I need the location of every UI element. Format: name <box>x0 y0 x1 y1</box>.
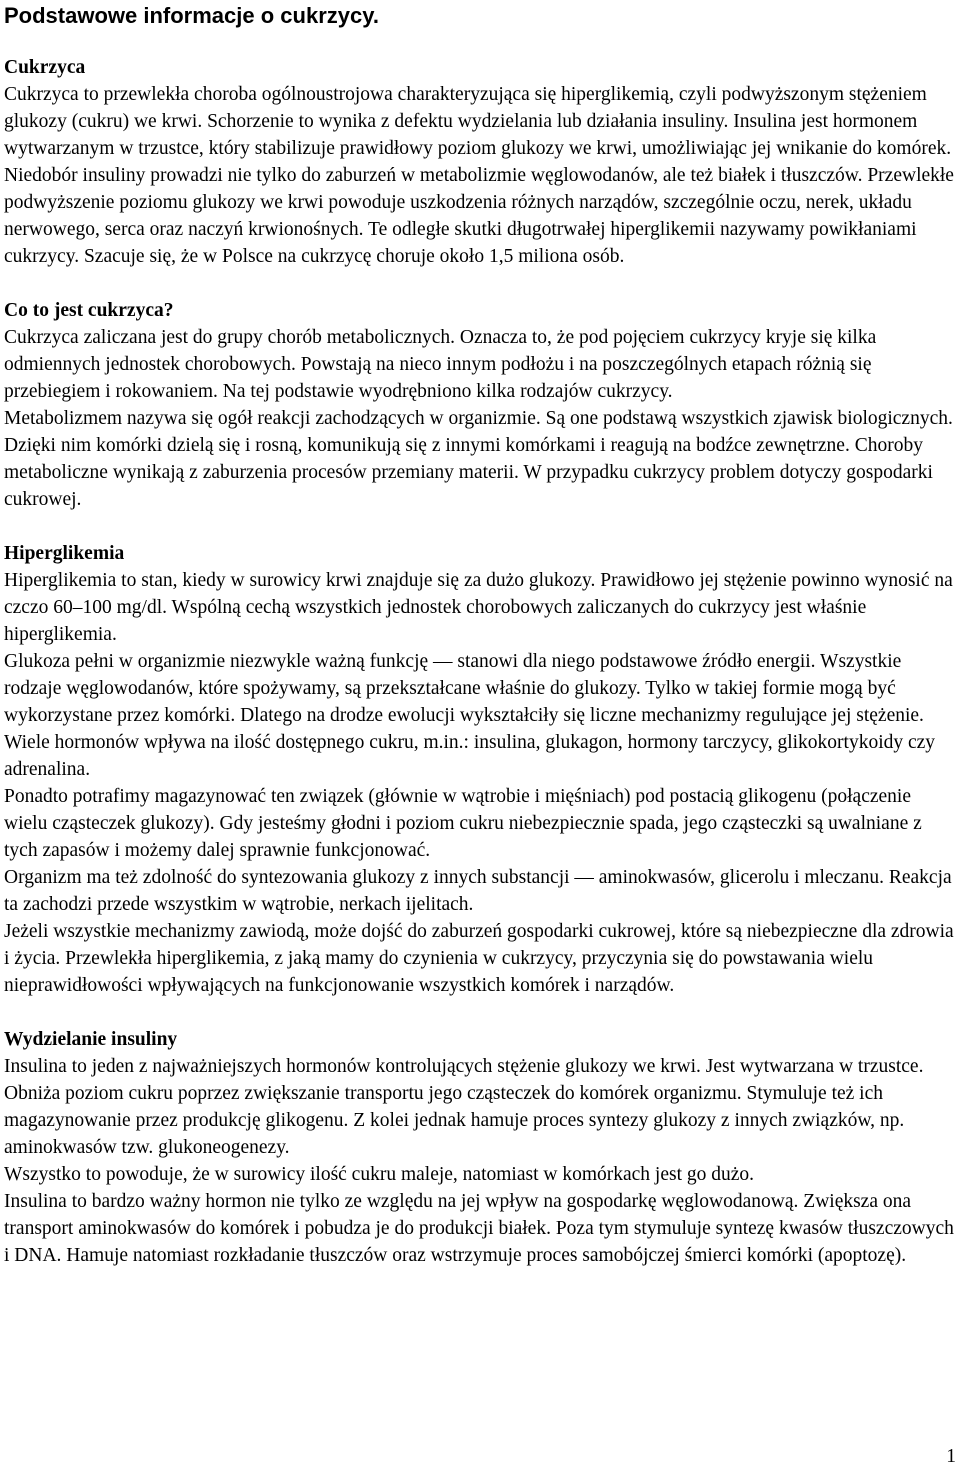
section-heading: Co to jest cukrzyca? <box>4 300 174 321</box>
paragraph: Cukrzyca to przewlekła choroba ogólnoustrojowa charakteryzująca się hiperglikemią, czyli podwyższonym stężeniem glukozy (cukru) we krwi. Schorzenie to wynika z defektu wydzielania lub działania insuliny. Insulina jest hormonem wytwarzanym w trzustce, który stabilizuje prawidłowy poziom glukozy we krwi, umożliwiając jej wnikanie do komórek. Niedobór insuliny prowadzi nie tylko do zaburzeń w metabolizmie węglowodanów, ale też białek i tłuszczów. Przewlekłe podwyższenie poziomu glukozy we krwi powoduje uszkodzenia różnych narządów, szczególnie oczu, nerek, układu nerwowego, serca oraz naczyń krwionośnych. Te odległe skutki długotrwałej hiperglikemii nazywamy powikłaniami cukrzycy. Szacuje się, że w Polsce na cukrzycę choruje około 1,5 miliona osób. <box>4 84 954 267</box>
section-heading: Cukrzyca <box>4 57 86 78</box>
page-number: 1 <box>946 1446 956 1467</box>
paragraph: Cukrzyca zaliczana jest do grupy chorób metabolicznych. Oznacza to, że pod pojęciem cukrzycy kryje się kilka odmiennych jednostek chorobowych. Powstają na nieco innym podłożu i na poszczególnych etapach różnią się przebiegiem i rokowaniem. Na tej podstawie wyodrębniono kilka rodzajów cukrzycy. <box>4 327 877 402</box>
paragraph: Insulina to bardzo ważny hormon nie tylko ze względu na jej wpływ na gospodarkę węglowodanową. Zwiększa ona transport aminokwasów do komórek i pobudza je do produkcji białek. Poza tym stymuluje syntezę kwasów tłuszczowych i DNA. Hamuje natomiast rozkładanie tłuszczów oraz wstrzymuje proces samobójczej śmierci komórki (apoptozę). <box>4 1191 954 1266</box>
paragraph: Glukoza pełni w organizmie niezwykle ważną funkcję — stanowi dla niego podstawowe źródło energii. Wszystkie rodzaje węglowodanów, które spożywamy, są przekształcane właśnie do glukozy. Tylko w takiej formie mogą być wykorzystane przez komórki. Dlatego na drodze ewolucji wykształciły się liczne mechanizmy regulujące jej stężenie. Wiele hormonów wpływa na ilość dostępnego cukru, m.in.: insulina, glukagon, hormony tarczycy, glikokortykoidy czy adrenalina. <box>4 651 936 780</box>
document-page <box>4 0 956 1269</box>
section-heading: Wydzielanie insuliny <box>4 1029 178 1050</box>
paragraph: Metabolizmem nazywa się ogół reakcji zachodzących w organizmie. Są one podstawą wszystkich zjawisk biologicznych. Dzięki nim komórki dzielą się i rosną, komunikują się z innymi komórkami i reagują na bodźce zewnętrzne. Choroby metaboliczne wynikają z zaburzenia procesów przemiany materii. W przypadku cukrzycy problem dotyczy gospodarki cukrowej. <box>4 408 953 510</box>
section-cukrzyca <box>4 54 956 270</box>
section-heading: Hiperglikemia <box>4 543 125 564</box>
page-title: Podstawowe informacje o cukrzycy. <box>4 3 379 28</box>
paragraph: Wszystko to powoduje, że w surowicy ilość cukru maleje, natomiast w komórkach jest go dużo. <box>4 1164 755 1185</box>
paragraph: Ponadto potrafimy magazynować ten związek (głównie w wątrobie i mięśniach) pod postacią glikogenu (połączenie wielu cząsteczek glukozy). Gdy jesteśmy głodni i poziom cukru niebezpiecznie spada, jego cząsteczki są uwalniane z tych zapasów i możemy dalej sprawnie funkcjonować. <box>4 786 922 861</box>
section-co-to-jest-cukrzyca <box>4 297 956 513</box>
section-wydzielanie-insuliny <box>4 1026 956 1269</box>
section-hiperglikemia <box>4 540 956 999</box>
paragraph: Hiperglikemia to stan, kiedy w surowicy krwi znajduje się za dużo glukozy. Prawidłowo jej stężenie powinno wynosić na czczo 60–100 mg/dl. Wspólną cechą wszystkich jednostek chorobowych zaliczanych do cukrzycy jest właśnie hiperglikemia. <box>4 570 953 645</box>
paragraph: Organizm ma też zdolność do syntezowania glukozy z innych substancji — aminokwasów, glicerolu i mleczanu. Reakcja ta zachodzi przede wszystkim w wątrobie, nerkach ijelitach. <box>4 867 952 915</box>
paragraph: Insulina to jeden z najważniejszych hormonów kontrolujących stężenie glukozy we krwi. Jest wytwarzana w trzustce. Obniża poziom cukru poprzez zwiększanie transportu jego cząsteczek do komórek organizmu. Stymuluje też ich magazynowanie przez produkcję glikogenu. Z kolei jednak hamuje proces syntezy glukozy z innych związków, np. aminokwasów tzw. glukoneogenezy. <box>4 1056 924 1158</box>
paragraph: Jeżeli wszystkie mechanizmy zawiodą, może dojść do zaburzeń gospodarki cukrowej, które są niebezpieczne dla zdrowia i życia. Przewlekła hiperglikemia, z jaką mamy do czynienia w cukrzycy, przyczynia się do powstawania wielu nieprawidłowości wpływających na funkcjonowanie wszystkich komórek i narządów. <box>4 921 954 996</box>
